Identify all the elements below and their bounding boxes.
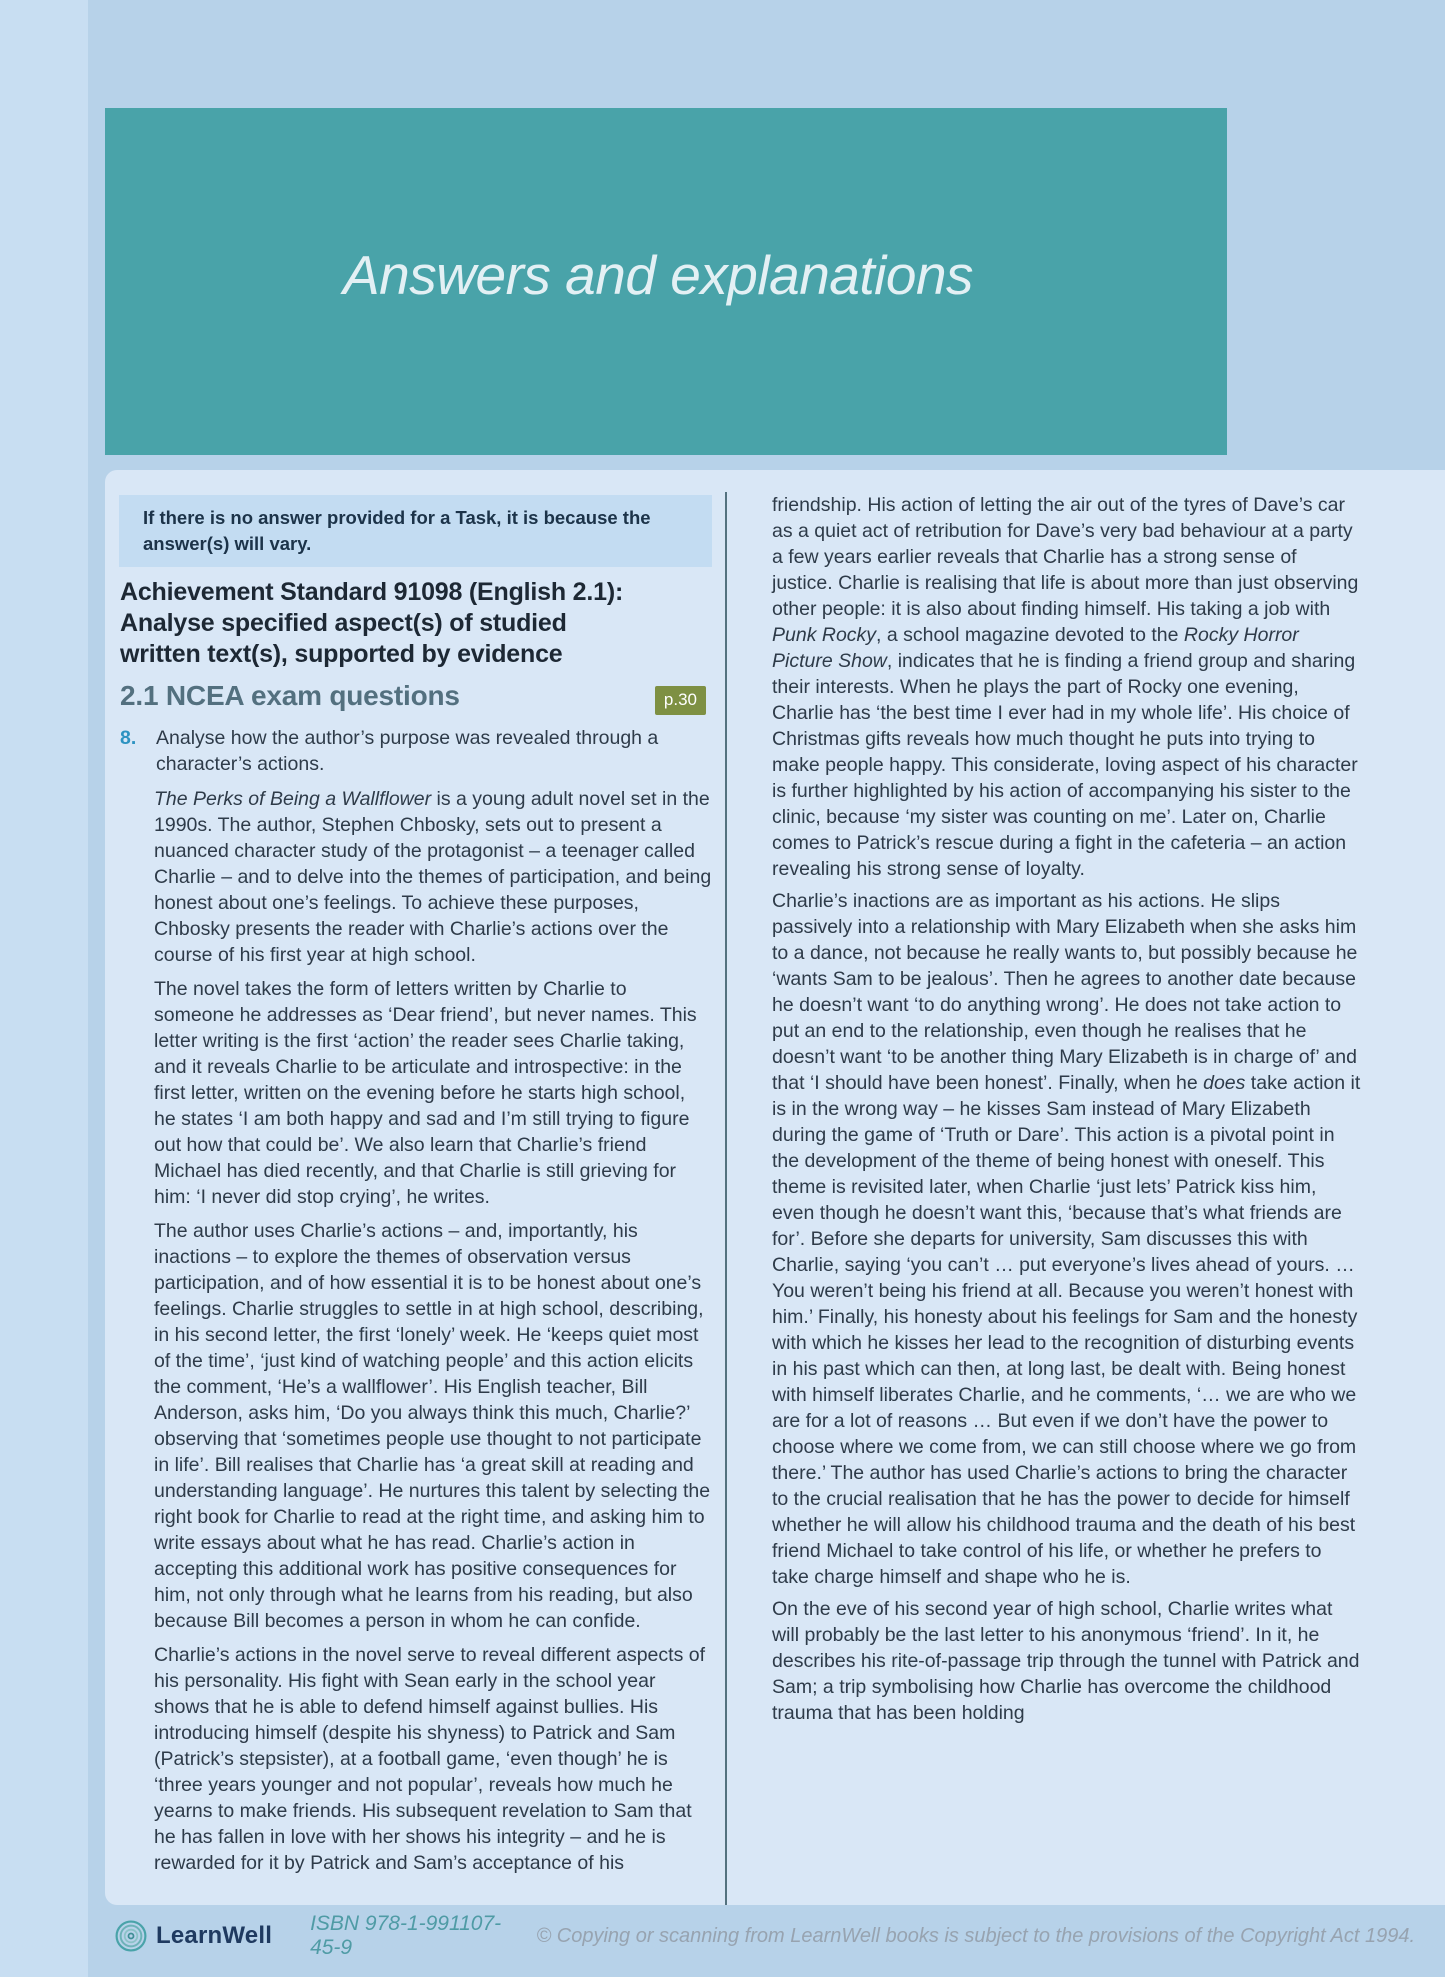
chapter-title: Answers and explanations <box>343 243 974 306</box>
answer-paragraph-3: The author uses Charlie’s actions – and, importantly, his inactions – to explore the themes of observation versus participation, and of how essential it is to be honest about one’s feelings. Charlie struggles to settle in at high school, describing, in his second letter, the first ‘lonely’ week. He ‘keeps quiet most of the time’, ‘just kind of watching people’ and this action elicits the comment, ‘He’s a wallflower’. His English teacher, Bill Anderson, asks him, ‘Do you always think this much, Charlie?’ observing that ‘sometimes people use thought to not participate in life’. Bill realises that Charlie has ‘a great skill at reading and understanding language’. He nurtures this talent by selecting the right book for Charlie to read at the right time, and asking him to write essays about what he has read. Charlie’s action in accepting this additional work has positive consequences for him, not only through what he learns from his reading, but also because Bill becomes a person in whom he can confide. <box>154 1220 711 1632</box>
right-column <box>727 492 1445 1905</box>
learnwell-logo-icon <box>113 1918 149 1954</box>
section-heading-row <box>120 676 706 715</box>
page-reference-badge: p.30 <box>655 686 706 715</box>
answer-paragraph-6: Charlie’s inactions are as important as his actions. He slips passively into a relationship with Mary Elizabeth when she asks him to a dance, not because he really wants to, but possibly because he ‘wants Sam to be jealous’. Then he agrees to another date because he doesn’t want ‘to do anything wrong’. He does not take action to put an end to the relationship, even though he realises that he doesn’t want ‘to be another thing Mary Elizabeth is in charge of’ and that ‘I should have been honest’. Finally, when he does take action it is in the wrong way – he kisses Sam instead of Mary Elizabeth during the game of ‘Truth or Dare’. This action is a pivotal point in the development of the theme of being honest with oneself. This theme is revisited later, when Charlie ‘just lets’ Patrick kiss him, even though he doesn’t want this, ‘because that’s what friends are for’. Before she departs for university, Sam discusses this with Charlie, saying ‘you can’t … put everyone’s lives ahead of yours. … You weren’t being his friend at all. Because you weren’t honest with him.’ Finally, his honesty about his feelings for Sam and the honesty with which he kisses her lead to the recognition of disturbing events in his past which can then, at long last, be dealt with. Being honest with himself liberates Charlie, and he comments, ‘… we are who we are for a lot of reasons … But even if we don’t have the power to choose where we come from, we can still choose where we go from there.’ The author has used Charlie’s actions to bring the character to the crucial realisation that he has the power to decide for himself whether he will allow his childhood trauma and the death of his best friend Michael to take control of his life, or whether he prefers to take charge himself and shape who he is. <box>772 890 1361 1588</box>
left-column <box>120 492 727 1905</box>
copyright-text: © Copying or scanning from LearnWell books is subject to the provisions of the Copyright Act 1994. <box>536 1924 1415 1947</box>
answer-paragraph-1: The Perks of Being a Wallflower is a young adult novel set in the 1990s. The author, Stephen Chbosky, sets out to present a nuanced character study of the protagonist – a teenager called Charlie – and to delve into the themes of participation, and being honest about one’s feelings. To achieve these purposes, Chbosky presents the reader with Charlie’s actions over the course of his first year at high school. <box>154 788 712 966</box>
question-8 <box>120 725 712 777</box>
two-column-layout <box>120 492 1445 1905</box>
isbn-text: ISBN 978-1-991107-45-9 <box>310 1912 502 1959</box>
section-heading: 2.1 NCEA exam questions <box>120 679 460 711</box>
standard-heading-line-1: Achievement Standard 91098 (English 2.1): <box>120 578 624 606</box>
answer-paragraph-4: Charlie’s actions in the novel serve to reveal different aspects of his personality. His fight with Sean early in the school year shows that he is able to defend himself against bullies. His introducing himself (despite his shyness) to Patrick and Sam (Patrick’s stepsister), at a football game, ‘even though’ he is ‘three years younger and not popular’, reveals how much he yearns to make friends. His subsequent revelation to Sam that he has fallen in love with her shows his integrity – and he is rewarded for it by Patrick and Sam’s acceptance of his <box>154 1644 705 1874</box>
note-text: If there is no answer provided for a Task, it is because the answer(s) will vary. <box>143 507 651 554</box>
answer-paragraph-5: friendship. His action of letting the air out of the tyres of Dave’s car as a quiet act of retribution for Dave’s very bad behaviour at a party a few years earlier reveals that Charlie has a strong sense of justice. Charlie is realising that life is about more than just observing other people: it is also about finding himself. His taking a job with Punk Rocky, a school magazine devoted to the Rocky Horror Picture Show, indicates that he is finding a friend group and sharing their interests. When he plays the part of Rocky one evening, Charlie has ‘the best time I ever had in my whole life’. His choice of Christmas gifts reveals how much thought he puts into trying to make people happy. This considerate, loving aspect of his character is further highlighted by his action of accompanying his sister to the clinic, because ‘my sister was counting on me’. Later on, Charlie comes to Patrick’s rescue during a fight in the cafeteria – an action revealing his strong sense of loyalty. <box>772 494 1359 880</box>
content-panel <box>105 470 1445 1905</box>
answer-paragraph-2: The novel takes the form of letters written by Charlie to someone he addresses as ‘Dear friend’, but never names. This letter writing is the first ‘action’ the reader sees Charlie taking, and it reveals Charlie to be articulate and introspective: in the first letter, written on the evening before he starts high school, he states ‘I am both happy and sad and I’m still trying to figure out how that could be’. We also learn that Charlie’s friend Michael has died recently, and that Charlie is still grieving for him: ‘I never did stop crying’, he writes. <box>154 978 697 1208</box>
answer-paragraph-7: On the eve of his second year of high school, Charlie writes what will probably be the last letter to his anonymous ‘friend’. In it, he describes his rite-of-passage trip through the tunnel with Patrick and Sam; a trip symbolising how Charlie has overcome the childhood trauma that has been holding <box>772 1598 1360 1724</box>
answer-left-column <box>120 786 712 1876</box>
page-footer <box>113 1912 1415 1960</box>
brand-name: LearnWell <box>156 1922 273 1949</box>
page-edge-strip <box>0 0 88 1977</box>
standard-heading <box>120 577 712 670</box>
chapter-banner <box>105 108 1227 455</box>
note-box <box>119 495 712 567</box>
question-number: 8. <box>120 727 137 749</box>
standard-heading-line-3: written text(s), supported by evidence <box>120 640 563 668</box>
question-text: Analyse how the author’s purpose was revealed through a character’s actions. <box>156 727 659 775</box>
standard-heading-line-2: Analyse specified aspect(s) of studied <box>120 609 567 637</box>
